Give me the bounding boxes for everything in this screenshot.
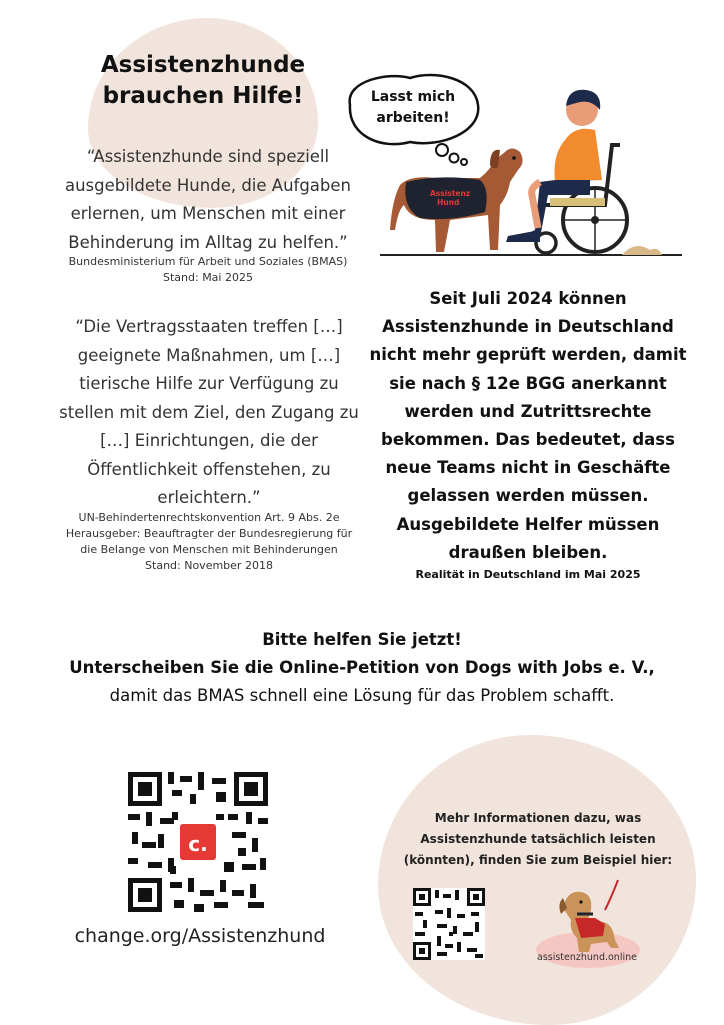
title-line: Assistenzhunde bbox=[100, 52, 306, 78]
vest-label: Assistenz bbox=[430, 189, 471, 198]
qr-code-icon[interactable] bbox=[128, 772, 268, 912]
source-line: Bundesministerium für Arbeit und Soziales (BMAS) bbox=[68, 255, 348, 268]
source-line: die Belange von Menschen mit Behinderungen bbox=[80, 543, 338, 556]
reality-line: bekommen. Das bedeutet, dass bbox=[381, 430, 675, 450]
reality-paragraph bbox=[362, 285, 694, 567]
dog-icon bbox=[390, 149, 523, 253]
reality-line: gelassen werden müssen. bbox=[407, 486, 649, 506]
info-line: Assistenzhunde tatsächlich leisten bbox=[420, 832, 656, 846]
page-title bbox=[88, 50, 318, 112]
speech-line: Lasst mich bbox=[370, 89, 456, 105]
info-line: (könnten), finden Sie zum Beispiel hier: bbox=[403, 853, 673, 867]
quote-line: […] Einrichtungen, die der bbox=[100, 431, 318, 450]
change-logo-letter: c. bbox=[188, 832, 208, 856]
cta-subtext: damit das BMAS schnell eine Lösung für das Problem schafft. bbox=[109, 686, 615, 705]
reality-line: Ausgebildete Helfer müssen bbox=[396, 514, 660, 534]
cta-petition-text: Unterscheiben Sie die Online-Petition von Dogs with Jobs e. V., bbox=[69, 658, 655, 677]
quote-line: ausgebildete Hunde, die Aufgaben bbox=[64, 175, 352, 195]
quote-line: Behinderung im Alltag zu helfen.” bbox=[68, 232, 348, 252]
quote-line: Öffentlichkeit offenstehen, zu bbox=[87, 459, 331, 479]
source-line: UN-Behindertenrechtskonvention Art. 9 Abs. 2e bbox=[78, 511, 340, 524]
quote-un-convention bbox=[34, 313, 384, 513]
quote-line: erleichtern.” bbox=[157, 488, 261, 507]
vest-label: Hund bbox=[437, 198, 460, 207]
quote-bmas bbox=[40, 143, 376, 257]
cta-headline: Bitte helfen Sie jetzt! bbox=[262, 630, 462, 649]
source-line: Stand: Mai 2025 bbox=[163, 271, 253, 284]
quote-un-source bbox=[34, 510, 384, 574]
assistenzhund-online-label[interactable]: assistenzhund.online bbox=[537, 952, 637, 963]
speech-bubble-text bbox=[352, 87, 474, 129]
reality-line: neue Teams nicht in Geschäfte bbox=[385, 458, 671, 478]
quote-line: erlernen, um Menschen mit einer bbox=[70, 204, 346, 223]
reality-line: draußen bleiben. bbox=[448, 542, 608, 562]
quote-line: geeignete Maßnahmen, um […] bbox=[77, 345, 341, 365]
speech-line: arbeiten! bbox=[376, 110, 450, 126]
info-line: Mehr Informationen dazu, was bbox=[434, 811, 642, 825]
reality-line: Seit Juli 2024 können bbox=[429, 289, 627, 308]
quote-line: “Assistenzhunde sind speziell bbox=[86, 147, 330, 166]
reality-line: werden und Zutrittsrechte bbox=[404, 401, 652, 421]
wheelchair-user-icon bbox=[506, 90, 627, 253]
info-text bbox=[395, 808, 681, 871]
reality-line: sie nach § 12e BGG anerkannt bbox=[389, 373, 667, 393]
reality-line: nicht mehr geprüft werden, damit bbox=[369, 345, 687, 365]
petition-url[interactable]: change.org/Assistenzhund bbox=[74, 925, 326, 947]
reality-caption: Realität in Deutschland im Mai 2025 bbox=[415, 568, 641, 581]
quote-line: stellen mit dem Ziel, den Zugang zu bbox=[59, 402, 359, 422]
reality-line: Assistenzhunde in Deutschland bbox=[382, 317, 674, 337]
source-line: Herausgeber: Beauftragter der Bundesregierung für bbox=[65, 527, 353, 540]
source-line: Stand: November 2018 bbox=[145, 559, 273, 572]
qr-code-small-icon[interactable] bbox=[413, 888, 485, 960]
quote-bmas-source bbox=[40, 254, 376, 286]
title-line: brauchen Hilfe! bbox=[102, 83, 304, 109]
quote-line: tierische Hilfe zur Verfügung zu bbox=[79, 374, 339, 393]
quote-line: “Die Vertragsstaaten treffen […] bbox=[75, 317, 343, 336]
